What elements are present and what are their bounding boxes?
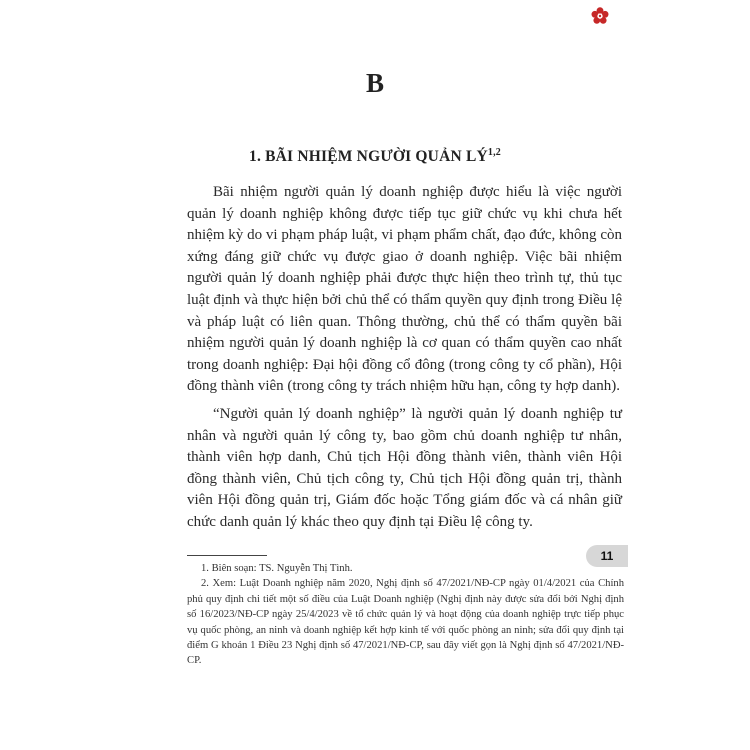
paragraph-definition: Bãi nhiệm người quản lý doanh nghiệp được hiểu là việc người quản lý doanh nghiệp không được tiếp tục giữ chức vụ khi chưa hết nhiệm kỳ do vi phạm pháp luật, vi phạm phẩm chất, đạo đức, không còn xứng đáng giữ chức vụ được giao ở doanh nghiệp. Việc bãi nhiệm người quản lý doanh nghiệp phải được thực hiện theo trình tự, thủ tục luật định và thực hiện bởi chủ thể có thẩm quyền quy định trong Điều lệ và pháp luật có liên quan. Thông thường, chủ thể có thẩm quyền bãi nhiệm người quản lý doanh nghiệp là cơ quan có thẩm quyền cao nhất trong doanh nghiệp: Đại hội đồng cổ đông (trong công ty cổ phần), Hội đồng thành viên (trong công ty trách nhiệm hữu hạn, công ty hợp danh). xyxy=(187,184,622,395)
flower-ornament-icon xyxy=(590,6,610,26)
footnote-1: 1. Biên soạn: TS. Nguyễn Thị Tình. xyxy=(201,563,353,574)
section-title xyxy=(0,147,750,166)
footnote-divider xyxy=(187,555,267,556)
body-text xyxy=(187,182,622,540)
footnotes xyxy=(187,561,624,669)
page-number-tab: 11 xyxy=(586,545,628,567)
paragraph-manager-definition: “Người quản lý doanh nghiệp” là người quản lý doanh nghiệp tư nhân và người quản lý công ty, bao gồm chủ doanh nghiệp tư nhân, thành viên hợp danh, Chủ tịch Hội đồng thành viên, thành viên Hội đồng thành viên, Chủ tịch công ty, Chủ tịch Hội đồng quản trị, thành viên Hội đồng quản trị, Giám đốc hoặc Tổng giám đốc và cá nhân giữ chức danh quản lý khác theo quy định tại Điều lệ công ty. xyxy=(187,405,622,530)
footnote-marks: 1,2 xyxy=(487,147,501,158)
chapter-letter: B xyxy=(365,68,384,98)
section-title-text: 1. BÃI NHIỆM NGƯỜI QUẢN LÝ xyxy=(249,148,488,166)
footnote-2: 2. Xem: Luật Doanh nghiệp năm 2020, Nghị định số 47/2021/NĐ-CP ngày 01/4/2021 của Chính phủ quy định chi tiết một số điều của Luật Doanh nghiệp (Nghị định này được sửa đổi bởi Nghị định số 16/2023/NĐ-CP ngày 25/4/2023 về tổ chức quản lý và hoạt động của doanh nghiệp trực tiếp phục vụ quốc phòng, an ninh và doanh nghiệp kết hợp kinh tế với quốc phòng an ninh; sửa đổi quy định tại điểm G khoản 1 Điều 23 Nghị định số 47/2021/NĐ-CP, sau đây viết gọn là Nghị định số 47/2021/NĐ-CP. xyxy=(187,578,624,667)
